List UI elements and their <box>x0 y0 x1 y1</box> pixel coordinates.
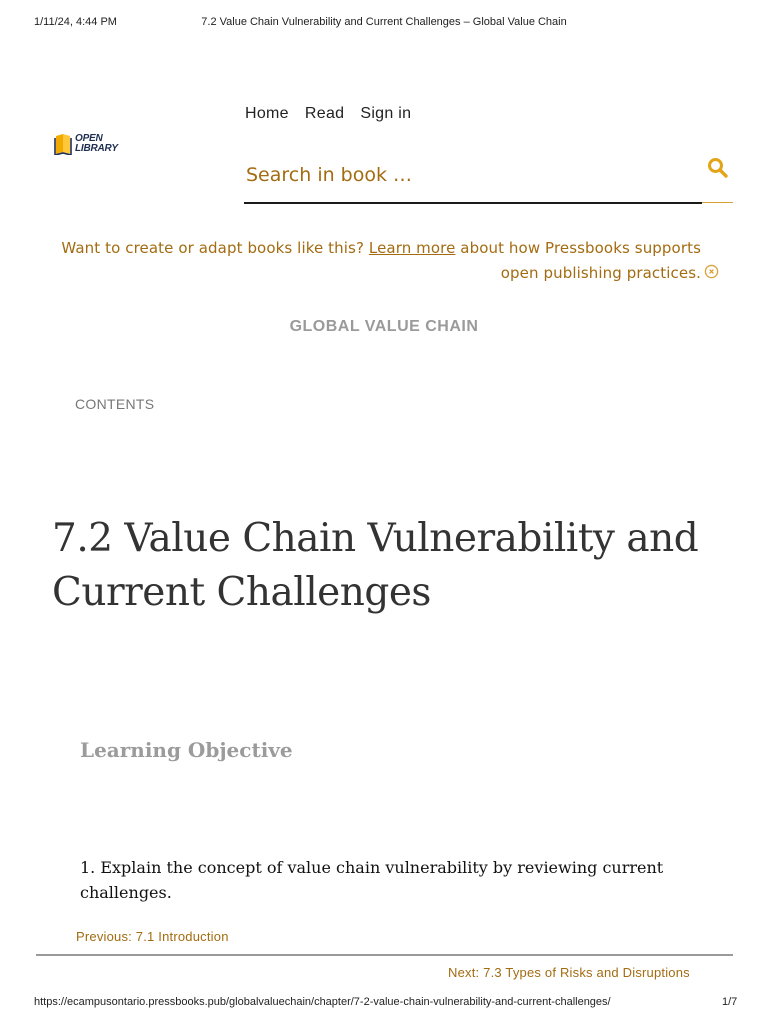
search-icon[interactable] <box>706 156 730 180</box>
search-underline <box>702 202 733 203</box>
promo-text-after: about how Pressbooks supports open publishing practices. <box>455 239 701 282</box>
learning-objective-list <box>80 855 700 905</box>
search-input[interactable] <box>244 148 702 204</box>
chapter-title: 7.2 Value Chain Vulnerability and Current Challenges <box>52 516 699 615</box>
pressbooks-promo <box>61 236 701 286</box>
previous-chapter-link[interactable]: Previous: 7.1 Introduction <box>76 929 229 944</box>
close-circle-icon[interactable] <box>704 264 719 279</box>
next-chapter-link[interactable]: Next: 7.3 Types of Risks and Disruptions <box>448 965 690 980</box>
open-library-logo[interactable] <box>54 133 118 155</box>
nav-divider <box>36 954 733 956</box>
search-form <box>244 148 733 206</box>
logo-text: OPEN LIBRARY <box>75 133 118 154</box>
book-icon <box>54 133 72 155</box>
nav-home-link[interactable]: Home <box>245 105 289 122</box>
contents-toggle[interactable]: CONTENTS <box>75 396 155 412</box>
promo-text-before: Want to create or adapt books like this? <box>61 239 369 257</box>
print-page-title: 7.2 Value Chain Vulnerability and Current Challenges – Global Value Chain <box>201 16 567 28</box>
list-item: 1. Explain the concept of value chain vulnerability by reviewing current challenges. <box>80 858 664 902</box>
print-page-number: 1/7 <box>722 996 738 1008</box>
learn-more-link[interactable]: Learn more <box>368 239 456 257</box>
top-nav <box>245 105 411 123</box>
learning-objective-title: Learning Objective <box>80 738 293 762</box>
print-datetime: 1/11/24, 4:44 PM <box>34 16 117 28</box>
nav-sign-in-link[interactable]: Sign in <box>360 105 412 122</box>
print-url: https://ecampusontario.pressbooks.pub/globalvaluechain/chapter/7-2-value-chain-vulnerability-and-current-challenges/ <box>34 996 611 1008</box>
nav-read-link[interactable]: Read <box>304 105 345 122</box>
book-title[interactable]: GLOBAL VALUE CHAIN <box>289 318 479 335</box>
